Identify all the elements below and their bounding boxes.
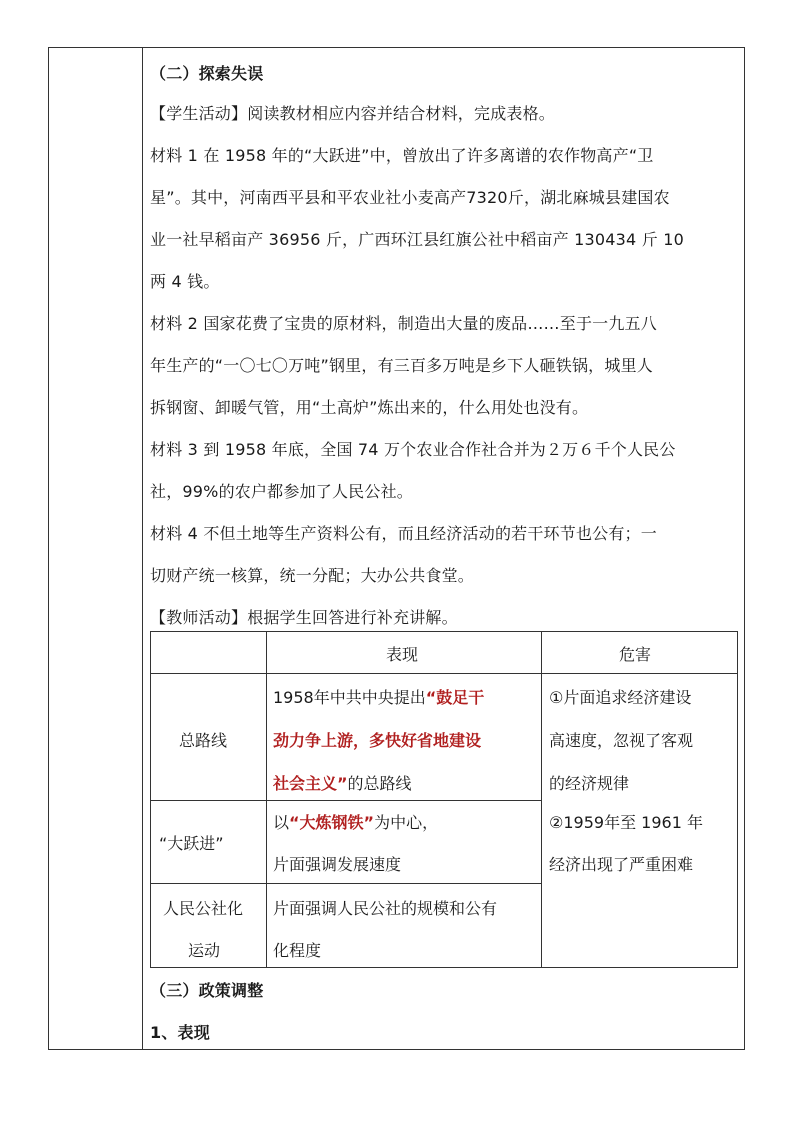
row-label-communes-b: 运动	[188, 941, 221, 960]
subheading-manifestation: 1、表现	[150, 1023, 210, 1042]
material2-line2: 年生产的“一〇七〇万吨”钢里，有三百多万吨是乡下人砸铁锅，城里人	[150, 356, 653, 375]
communes-text-line2: 化程度	[273, 941, 322, 960]
great-leap-text-b: 为中心，	[374, 813, 439, 832]
general-line-text-line3	[273, 771, 412, 794]
row-label-general-line: 总路线	[179, 731, 228, 750]
harm-line1: ①片面追求经济建设	[549, 688, 692, 707]
general-line-slogan-a: “鼓足干	[425, 688, 485, 707]
material3-line2: 社，99%的农户都参加了人民公社。	[150, 482, 413, 501]
student-activity-text: 【学生活动】阅读教材相应内容并结合材料，完成表格。	[150, 104, 556, 123]
general-line-slogan-c: 社会主义”	[273, 774, 348, 793]
material2-line1: 材料 2 国家花费了宝贵的原材料，制造出大量的废品……至于一九五八	[150, 314, 657, 333]
general-line-slogan-b: 劲力争上游，多快好省地建设	[273, 731, 482, 750]
general-line-text-line1	[273, 685, 484, 708]
row-label-communes-a: 人民公社化	[163, 899, 244, 918]
material4-line1: 材料 4 不但土地等生产资料公有，而且经济活动的若干环节也公有；一	[150, 524, 657, 543]
teacher-activity-text: 【教师活动】根据学生回答进行补充讲解。	[150, 608, 458, 627]
harm-line2: 高速度，忽视了客观	[549, 731, 694, 750]
column-divider	[142, 47, 143, 1050]
table-row1-divider	[151, 800, 542, 801]
material4-line2: 切财产统一核算，统一分配；大办公共食堂。	[150, 566, 475, 585]
great-leap-steel: “大炼钢铁”	[289, 813, 375, 832]
general-line-text-b: 的总路线	[347, 774, 412, 793]
section-heading-policy-adjustment: （三）政策调整	[150, 981, 264, 1000]
material1-line4: 两 4 钱。	[150, 272, 220, 291]
communes-text-line1: 片面强调人民公社的规模和公有	[273, 899, 498, 918]
harm-line5: 经济出现了严重困难	[549, 855, 694, 874]
table-row2-divider	[151, 883, 542, 884]
material1-line3: 业一社早稻亩产 36956 斤，广西环江县红旗公社中稻亩产 130434 斤 10	[150, 230, 684, 249]
material2-line3: 拆钢窗、卸暖气管，用“土高炉”炼出来的，什么用处也没有。	[150, 398, 589, 417]
row-label-great-leap: “大跃进”	[159, 834, 224, 853]
table-header-manifestation: 表现	[386, 645, 419, 664]
harm-line4: ②1959年至 1961 年	[549, 813, 703, 832]
harm-line3: 的经济规律	[549, 774, 630, 793]
table-header-divider	[151, 673, 737, 674]
section-heading-explore-mistakes: （二）探索失误	[150, 64, 264, 83]
table-header-harm: 危害	[619, 645, 652, 664]
material1-line2: 星”。其中，河南西平县和平农业社小麦高产7320斤，湖北麻城县建国农	[150, 188, 670, 207]
comparison-table	[150, 631, 738, 968]
great-leap-text-line2: 片面强调发展速度	[273, 855, 402, 874]
great-leap-text-a: 以	[273, 813, 290, 832]
material1-line1: 材料 1 在 1958 年的“大跃进”中，曾放出了许多离谱的农作物高产“卫	[150, 146, 654, 165]
material3-line1: 材料 3 到 1958 年底，全国 74 万个农业合作社合并为２万６千个人民公	[150, 440, 676, 459]
great-leap-text-line1	[273, 810, 438, 833]
general-line-text-a: 1958年中共中央提出	[273, 688, 426, 707]
